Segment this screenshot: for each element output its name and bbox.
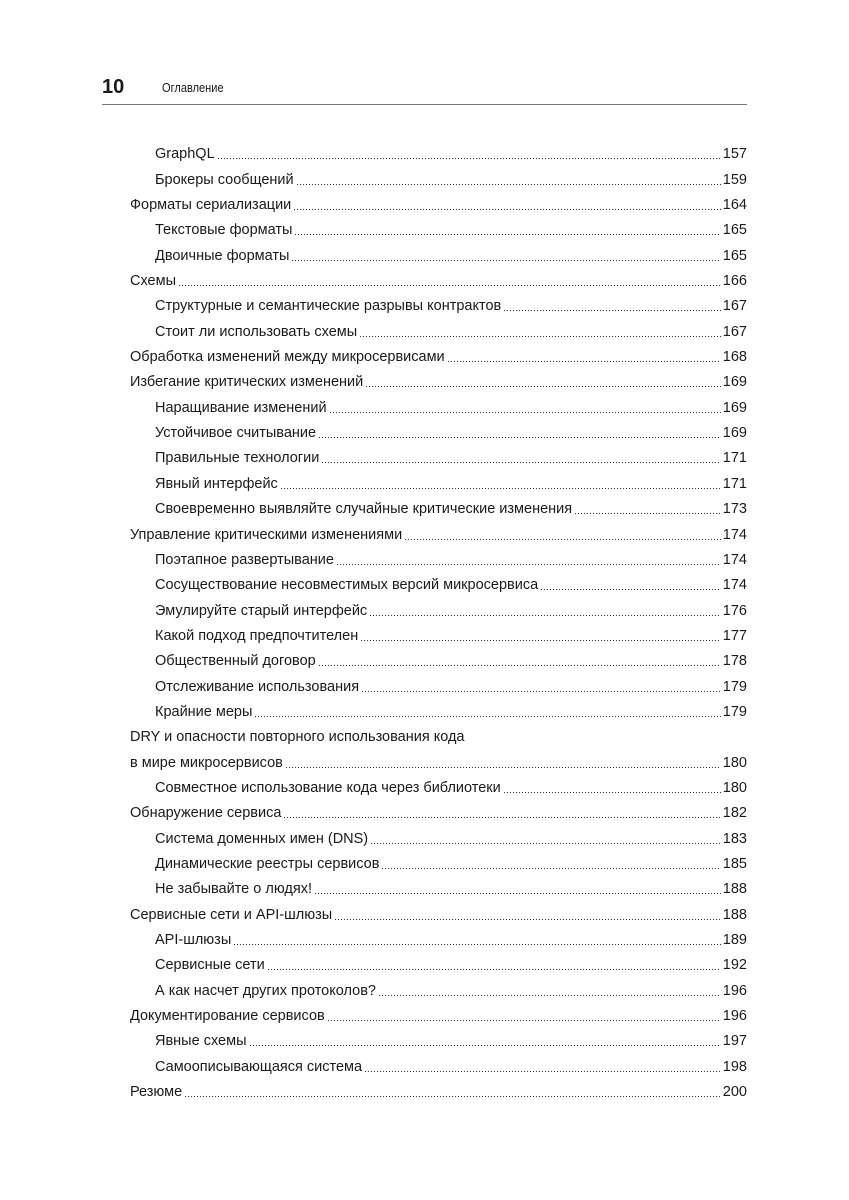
toc-entry[interactable] (130, 319, 747, 344)
toc-entry-title: Сервисные сети (155, 957, 265, 974)
dot-leader (283, 816, 720, 819)
toc-entry-page: 174 (722, 526, 747, 543)
toc-entry-title: Документирование сервисов (130, 1008, 325, 1025)
toc-entry[interactable] (130, 522, 747, 547)
dot-leader (503, 791, 721, 794)
dot-leader (254, 715, 720, 718)
toc-entry-title: Сервисные сети и API-шлюзы (130, 906, 333, 923)
toc-entry[interactable] (130, 294, 747, 319)
toc-entry-page: 169 (722, 425, 747, 442)
toc-entry[interactable] (130, 471, 747, 496)
dot-leader (294, 233, 720, 236)
toc-entry-title: Стоит ли использовать схемы (155, 323, 358, 340)
dot-leader (217, 157, 721, 160)
dot-leader (318, 664, 721, 667)
toc-entry[interactable] (130, 1054, 747, 1079)
toc-entry[interactable] (130, 1080, 747, 1105)
dot-leader (404, 538, 721, 541)
toc-entry-title: Текстовые форматы (155, 222, 293, 239)
dot-leader (296, 183, 721, 186)
dot-leader (321, 461, 721, 464)
toc-entry[interactable] (130, 548, 747, 573)
dot-leader (540, 588, 721, 591)
dot-leader (369, 614, 721, 617)
toc-entry-title: Управление критическими изменениями (130, 526, 403, 543)
toc-entry-page: 188 (722, 906, 747, 923)
toc-entry-page: 171 (722, 475, 747, 492)
toc-entry[interactable] (130, 852, 747, 877)
dot-leader (364, 1070, 721, 1073)
toc-entry-page: 189 (722, 932, 747, 948)
toc-entry[interactable] (130, 928, 747, 953)
toc-entry[interactable] (130, 978, 747, 1003)
dot-leader (574, 512, 721, 515)
toc-entry-title: Двоичные форматы (155, 247, 290, 264)
dot-leader (359, 335, 721, 338)
toc-entry-page: 188 (722, 881, 747, 898)
toc-entry-page: 179 (722, 703, 747, 720)
toc-entry-page: 169 (722, 374, 747, 391)
dot-leader (249, 1044, 721, 1047)
dot-leader (381, 867, 720, 870)
toc-entry-page: 185 (722, 855, 747, 872)
toc-entry-page: 166 (722, 273, 747, 290)
toc-entry-title: Общественный договор (155, 653, 316, 670)
toc-entry-page: 167 (722, 298, 747, 315)
toc-entry[interactable] (130, 801, 747, 826)
toc-entry-title: Система доменных имен (DNS) (155, 830, 369, 847)
toc-entry-title: Обработка изменений между микросервисами (130, 349, 445, 366)
toc-entry-page: 167 (722, 323, 747, 340)
toc-entry[interactable] (130, 446, 747, 471)
toc-entry-page: 183 (722, 830, 747, 847)
toc-entry-page: 174 (722, 577, 747, 594)
toc-entry-page: 174 (722, 551, 747, 568)
toc-entry-page: 168 (722, 349, 747, 366)
table-of-contents (130, 142, 747, 1105)
toc-entry[interactable] (130, 877, 747, 902)
toc-entry-title: Явные схемы (155, 1033, 247, 1050)
toc-entry-title: Обнаружение сервиса (130, 805, 282, 822)
toc-entry[interactable] (130, 218, 747, 243)
dot-leader (503, 309, 721, 312)
toc-entry-page: 179 (722, 678, 747, 695)
toc-entry-title: Схемы (130, 273, 177, 290)
toc-entry-page: 165 (722, 247, 747, 264)
dot-leader (285, 766, 721, 769)
dot-leader (184, 1095, 721, 1098)
dot-leader (318, 436, 721, 439)
toc-entry[interactable] (130, 674, 747, 699)
toc-entry-page: 173 (722, 501, 747, 518)
toc-entry[interactable] (130, 573, 747, 598)
dot-leader (370, 842, 721, 845)
toc-entry-title: Избегание критических изменений (130, 374, 364, 391)
dot-leader (291, 259, 720, 262)
toc-entry-title: API-шлюзы (155, 932, 232, 948)
toc-entry-page: 165 (722, 222, 747, 239)
toc-entry-title: Резюме (130, 1084, 183, 1101)
dot-leader (314, 892, 721, 895)
toc-entry-page: 157 (722, 146, 747, 163)
toc-entry[interactable] (130, 700, 747, 725)
toc-entry-title: Явный интерфейс (155, 475, 278, 492)
toc-entry-title: А как насчет других протоколов? (155, 982, 376, 999)
toc-entry[interactable] (130, 345, 747, 370)
toc-entry[interactable] (130, 624, 747, 649)
toc-entry-page: 164 (722, 197, 747, 214)
page-header (102, 76, 747, 105)
toc-entry[interactable] (130, 649, 747, 674)
dot-leader (327, 1019, 721, 1022)
toc-entry-line (130, 725, 747, 750)
toc-entry-title: Отслеживание использования (155, 678, 360, 695)
toc-entry-page: 169 (722, 399, 747, 416)
toc-entry-title: Форматы сериализации (130, 197, 292, 214)
toc-entry-page: 171 (722, 450, 747, 467)
toc-entry[interactable] (130, 243, 747, 268)
toc-entry-page: 196 (722, 1008, 747, 1025)
toc-entry-title: Поэтапное развертывание (155, 551, 334, 568)
toc-entry-page: 177 (722, 627, 747, 644)
toc-entry[interactable] (130, 167, 747, 192)
toc-entry-title: Динамические реестры сервисов (155, 855, 380, 872)
running-title: Оглавление (162, 80, 224, 95)
toc-entry-page: 178 (722, 653, 747, 670)
page-number: 10 (102, 76, 125, 98)
toc-entry[interactable] (130, 1029, 747, 1054)
toc-entry-title: Совместное использование кода через библиотеки (155, 779, 501, 796)
toc-entry[interactable] (130, 395, 747, 420)
toc-entry-title: Структурные и семантические разрывы контрактов (155, 298, 502, 315)
toc-entry-page: 176 (722, 602, 747, 619)
toc-entry-page: 197 (722, 1033, 747, 1050)
toc-entry-title: Правильные технологии (155, 450, 320, 467)
toc-entry-title: Эмулируйте старый интерфейс (155, 602, 368, 619)
dot-leader (447, 360, 721, 363)
dot-leader (360, 639, 721, 642)
toc-entry[interactable] (130, 750, 747, 775)
dot-leader (365, 385, 721, 388)
toc-entry-title: Брокеры сообщений (155, 171, 294, 188)
toc-entry-title: Сосуществование несовместимых версий микросервиса (155, 577, 539, 594)
toc-entry-title: Самоописывающаяся система (155, 1058, 363, 1075)
toc-entry-title: GraphQL (155, 146, 215, 163)
dot-leader (293, 208, 721, 211)
toc-entry[interactable] (130, 776, 747, 801)
toc-entry-title: Какой подход предпочтителен (155, 627, 359, 644)
toc-entry[interactable] (130, 826, 747, 851)
dot-leader (361, 690, 721, 693)
toc-entry[interactable] (130, 142, 747, 167)
toc-entry[interactable] (130, 421, 747, 446)
toc-entry-page: 180 (722, 779, 747, 796)
toc-entry-page: 180 (722, 754, 747, 771)
toc-entry-page: 159 (722, 171, 747, 188)
toc-entry[interactable] (130, 497, 747, 522)
toc-entry[interactable] (130, 370, 747, 395)
dot-leader (233, 943, 721, 946)
dot-leader (267, 968, 721, 971)
toc-entry-page: 192 (722, 957, 747, 974)
toc-entry[interactable] (130, 953, 747, 978)
toc-entry-page: 182 (722, 805, 747, 822)
dot-leader (329, 411, 721, 414)
toc-entry-title: DRY и опасности повторного использования кода (130, 729, 465, 746)
toc-entry[interactable] (130, 902, 747, 927)
dot-leader (378, 994, 721, 997)
toc-entry[interactable] (130, 269, 747, 294)
dot-leader (178, 284, 721, 287)
toc-entry-title: Крайние меры (155, 703, 253, 720)
toc-entry-page: 196 (722, 982, 747, 999)
toc-entry[interactable] (130, 598, 747, 623)
toc-entry-page: 200 (722, 1084, 747, 1101)
toc-entry[interactable] (130, 1004, 747, 1029)
dot-leader (280, 487, 721, 490)
toc-entry-title: Своевременно выявляйте случайные критические изменения (155, 501, 573, 518)
toc-entry-title: в мире микросервисов (130, 754, 283, 771)
dot-leader (336, 563, 721, 566)
toc-entry-title: Наращивание изменений (155, 399, 327, 416)
toc-entry-title: Не забывайте о людях! (155, 881, 312, 898)
dot-leader (334, 918, 721, 921)
toc-entry[interactable] (130, 193, 747, 218)
toc-entry-title: Устойчивое считывание (155, 425, 317, 442)
toc-entry-page: 198 (722, 1058, 747, 1075)
